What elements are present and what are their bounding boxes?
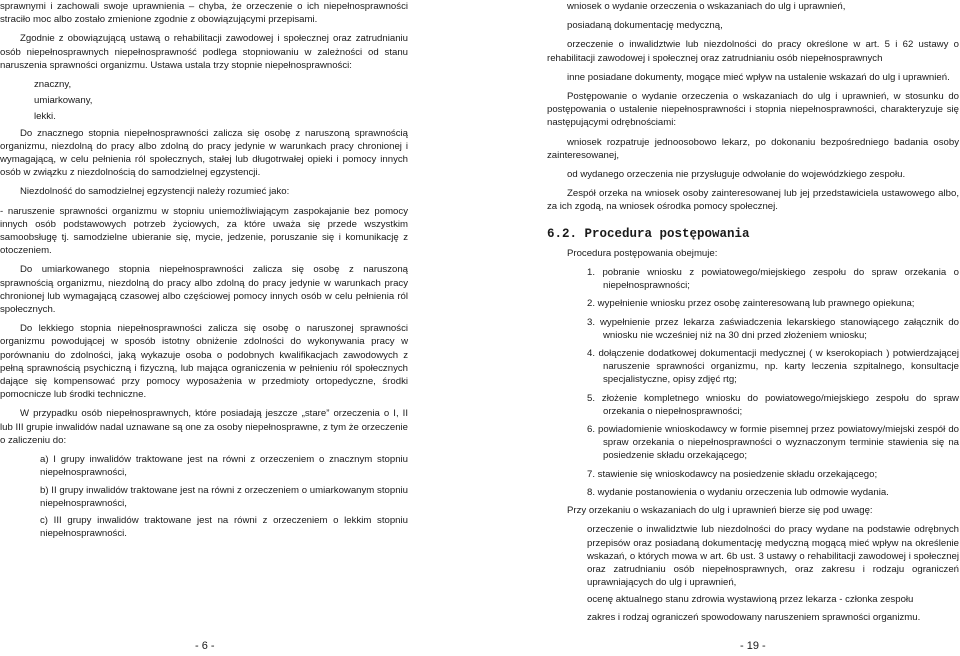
paragraph: wniosek o wydanie orzeczenia o wskazaniach do ulg i uprawnień, (567, 1, 846, 12)
paragraph: Do lekkiego stopnia niepełnosprawności zalicza się osobę o naruszonej sprawności organizmu powodującej w sposób istotny obniżenie zdolności do wykonywania pracy w porównaniu do zdolności, jaką wykazuje osoba o podobnych kwalifikacjach zawodowych z pełną sprawnością psychiczną i fizyczną, lub mająca ograniczenia w pełnieniu ról społecznych dające się kompensować przy pomocy wyposażenia w przedmioty ortopedyczne, środki pomocnicze lub środki techniczne. (0, 323, 408, 401)
level-item: umiarkowany, (34, 95, 93, 107)
procedure-step: 1. pobranie wniosku z powiatowego/miejskiego zespołu do spraw orzekania o niepełnosprawności; (587, 267, 959, 292)
procedure-step: 8. wydanie postanowienia o wydaniu orzeczenia lub odmowie wydania. (587, 486, 889, 498)
paragraph: wniosek rozpatruje jednoosobowo lekarz, po dokonaniu bezpośredniego badania osoby zainteresowanej, (547, 136, 959, 161)
paragraph: orzeczenie o inwalidztwie lub niezdolności do pracy określone w art. 5 i 62 ustawy o rehabilitacji zawodowej i społecznej oraz zatrudnianiu osób niepełnosprawnych (547, 39, 959, 64)
left-page (0, 0, 408, 544)
paragraph: inne posiadane dokumenty, mogące mieć wpływ na ustalenie wskazań do ulg i uprawnień. (567, 71, 950, 83)
criteria-item: zakres i rodzaj ograniczeń spowodowany naruszeniem sprawności organizmu. (587, 611, 921, 623)
group-item: a) I grupy inwalidów traktowane jest na równi z orzeczeniem o znacznym stopniu niepełnosprawności, (40, 454, 408, 479)
procedure-step: 2. wypełnienie wniosku przez osobę zainteresowaną lub prawnego opiekuna; (587, 298, 915, 310)
paragraph: Postępowanie o wydanie orzeczenia o wskazaniach do ulg i uprawnień, w stosunku do postępowania o ustalenie niepełnosprawności i stopnia niepełnosprawności, charakteryzuje się następującymi odrębnościami: (547, 91, 959, 129)
paragraph: Procedura postępowania obejmuje: (567, 247, 718, 259)
criteria-item: ocenę aktualnego stanu zdrowia wystawioną przez lekarza - członka zespołu (587, 594, 914, 606)
procedure-step: 3. wypełnienie przez lekarza zaświadczenia lekarskiego stanowiącego załącznik do wniosku nie wcześniej niż na 30 dni przed złożeniem wniosku; (587, 316, 959, 341)
paragraph: posiadaną dokumentację medyczną, (567, 20, 723, 32)
procedure-step: 6. powiadomienie wnioskodawcy w formie pisemnej przez powiatowy/miejski zespół do spraw orzekania o niepełnosprawności o wyznaczonym terminie stawienia się na posiedzenie składu orzekającego; (587, 424, 959, 462)
right-page (547, 0, 959, 628)
criteria-item: orzeczenie o inwalidztwie lub niezdolności do pracy wydane na podstawie odrębnych przepisów oraz posiadaną dokumentację medyczną mogącą mieć wpływ na określenie wskazań, o których mowa w art. 6b ust. 3 ustawy o rehabilitacji zawodowej i społecznej oraz zatrudnianiu osób niepełnosprawnych, oraz zakresu i rodzaju ograniczeń uprawniających do ulg i uprawnień, (587, 524, 959, 589)
procedure-step: 7. stawienie się wnioskodawcy na posiedzenie składu orzekającego; (587, 468, 878, 480)
paragraph: Do umiarkowanego stopnia niepełnosprawności zalicza się osobę z naruszoną sprawnością organizmu, niezdolną do pracy albo zdolną do pracy jedynie w warunkach pracy chronionej lub wymagającą czasowej albo częściowej pomocy innych osób w celu pełnienia ról społecznych. (0, 264, 408, 316)
paragraph: od wydanego orzeczenia nie przysługuje odwołanie do wojewódzkiego zespołu. (567, 169, 906, 181)
paragraph: Zespół orzeka na wniosek osoby zainteresowanej lub jej przedstawiciela ustawowego albo, za ich zgodą, na wniosek ośrodka pomocy społecznej. (547, 188, 959, 213)
paragraph: sprawnymi i zachowali swoje uprawnienia – chyba, że orzeczenie o ich niepełnosprawności straciło moc albo zostało zmienione zgodnie z obowiązującymi przepisami. (0, 1, 408, 26)
level-item: lekki. (34, 111, 56, 123)
procedure-step: 4. dołączenie dodatkowej dokumentacji medycznej ( w kserokopiach ) potwierdzającej naruszenie sprawności organizmu, np. karty leczenia szpitalnego, konsultacje specjalistyczne, opisy zdjęć rtg; (587, 348, 959, 386)
group-item: b) II grupy inwalidów traktowane jest na równi z orzeczeniem o umiarkowanym stopniu niepełnosprawności, (40, 484, 408, 509)
paragraph: Do znacznego stopnia niepełnosprawności zalicza się osobę z naruszoną sprawnością organizmu, niezdolną do pracy albo zdolną do pracy jedynie w warunkach pracy chronionej i wymagającą, w celu pełnienia ról społecznych, stałej lub długotrwałej opieki i pomocy innych osób w związku z niezdolnością do samodzielnej egzystencji. (0, 127, 408, 179)
page-number: - 6 - (195, 640, 215, 652)
paragraph: Przy orzekaniu o wskazaniach do ulg i uprawnień bierze się pod uwagę: (567, 505, 873, 517)
paragraph: W przypadku osób niepełnosprawnych, które posiadają jeszcze „stare” orzeczenia o I, II lub III grupie inwalidów nadal uznawane są one za osoby niepełnosprawne, z tym że orzeczenie o zaliczeniu do: (0, 408, 408, 446)
section-heading: 6.2. Procedura postępowania (547, 226, 750, 241)
paragraph: Niezdolność do samodzielnej egzystencji należy rozumieć jako: (20, 186, 290, 198)
group-item: c) III grupy inwalidów traktowane jest na równi z orzeczeniem o lekkim stopniu niepełnosprawności. (40, 514, 408, 540)
procedure-step: 5. złożenie kompletnego wniosku do powiatowego/miejskiego zespołu do spraw orzekania o niepełnosprawności; (587, 392, 959, 417)
paragraph: Zgodnie z obowiązującą ustawą o rehabilitacji zawodowej i społecznej oraz zatrudnianiu osób niepełnosprawnych niepełnosprawność podlega stopniowaniu w zależności od stanu naruszenia sprawności organizmu. Ustawa ustala trzy stopnie niepełnosprawności: (0, 33, 408, 71)
paragraph: - naruszenie sprawności organizmu w stopniu uniemożliwiającym zaspokajanie bez pomocy innych osób podstawowych potrzeb życiowych, za które uważa się przede wszystkim samoobsługę tj. samodzielne ubieranie się, mycie, jedzenie, poruszanie się i komunikację z otoczeniem. (0, 205, 408, 257)
level-item: znaczny, (34, 79, 72, 91)
page-number: - 19 - (740, 640, 766, 652)
